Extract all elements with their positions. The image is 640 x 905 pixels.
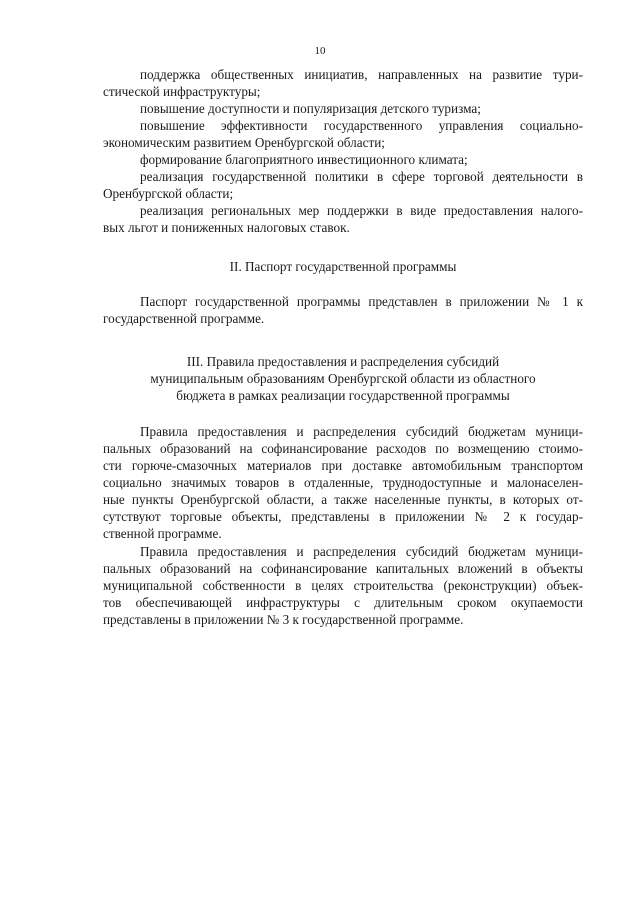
page-number: 10 [314,45,326,57]
list-item: формирование благоприятного инвестиционного климата; [140,152,468,167]
paragraph-line: Правила предоставления и распределения субсидий бюджетам муници- [140,424,583,439]
list-item: реализация региональных мер поддержки в виде предоставления налого- [140,203,583,218]
paragraph-line: сти горюче-смазочных материалов при доставке автомобильным транспортом [103,458,583,473]
list-item: повышение доступности и популяризация детского туризма; [140,101,481,116]
paragraph-line: государственной программе. [103,311,265,326]
paragraph-line: ственной программе. [103,526,222,541]
heading-line: III. Правила предоставления и распределения субсидий [186,354,500,369]
list-item: поддержка общественных инициатив, направленных на развитие тури- [140,67,583,82]
paragraph-line: ные пункты Оренбургской области, а также населенные пункты, в которых от- [103,492,583,507]
paragraph-line: Паспорт государственной программы представлен в приложении № 1 к [140,294,583,309]
list-item: экономическим развитием Оренбургской области; [103,135,385,150]
paragraph-line: социально значимых товаров в отдаленные, труднодоступные и малонаселен- [103,475,583,490]
goals-list [103,66,583,236]
paragraph-line: пальных образований на софинансирование капитальных вложений в объекты [103,561,583,576]
list-item: вых льгот и пониженных налоговых ставок. [103,220,350,235]
list-item: стической инфраструктуры; [103,84,261,99]
paragraph-line: Правила предоставления и распределения субсидий бюджетам муници- [140,544,583,559]
paragraph-line: тов обеспечивающей инфраструктуры с длительным сроком окупаемости [103,595,583,610]
list-item: повышение эффективности государственного управления социально- [140,118,583,133]
section-2-heading: II. Паспорт государственной программы [229,259,457,274]
list-item: Оренбургской области; [103,186,234,201]
paragraph-line: сутствуют торговые объекты, представлены в приложении № 2 к государ- [103,509,583,524]
paragraph-line: пальных образований на софинансирование расходов по возмещению стоимо- [103,441,583,456]
section-3-heading [103,353,583,404]
section-2-paragraph [103,293,583,327]
heading-line: бюджета в рамках реализации государственной программы [176,388,510,403]
paragraph-line: муниципальной собственности в целях строительства (реконструкции) объек- [103,578,583,593]
section-3-paragraph-1 [103,423,583,542]
paragraph-line: представлены в приложении № 3 к государственной программе. [103,612,464,627]
heading-line: муниципальным образованиям Оренбургской области из областного [150,371,536,386]
section-3-paragraph-2 [103,543,583,628]
list-item: реализация государственной политики в сфере торговой деятельности в [140,169,583,184]
